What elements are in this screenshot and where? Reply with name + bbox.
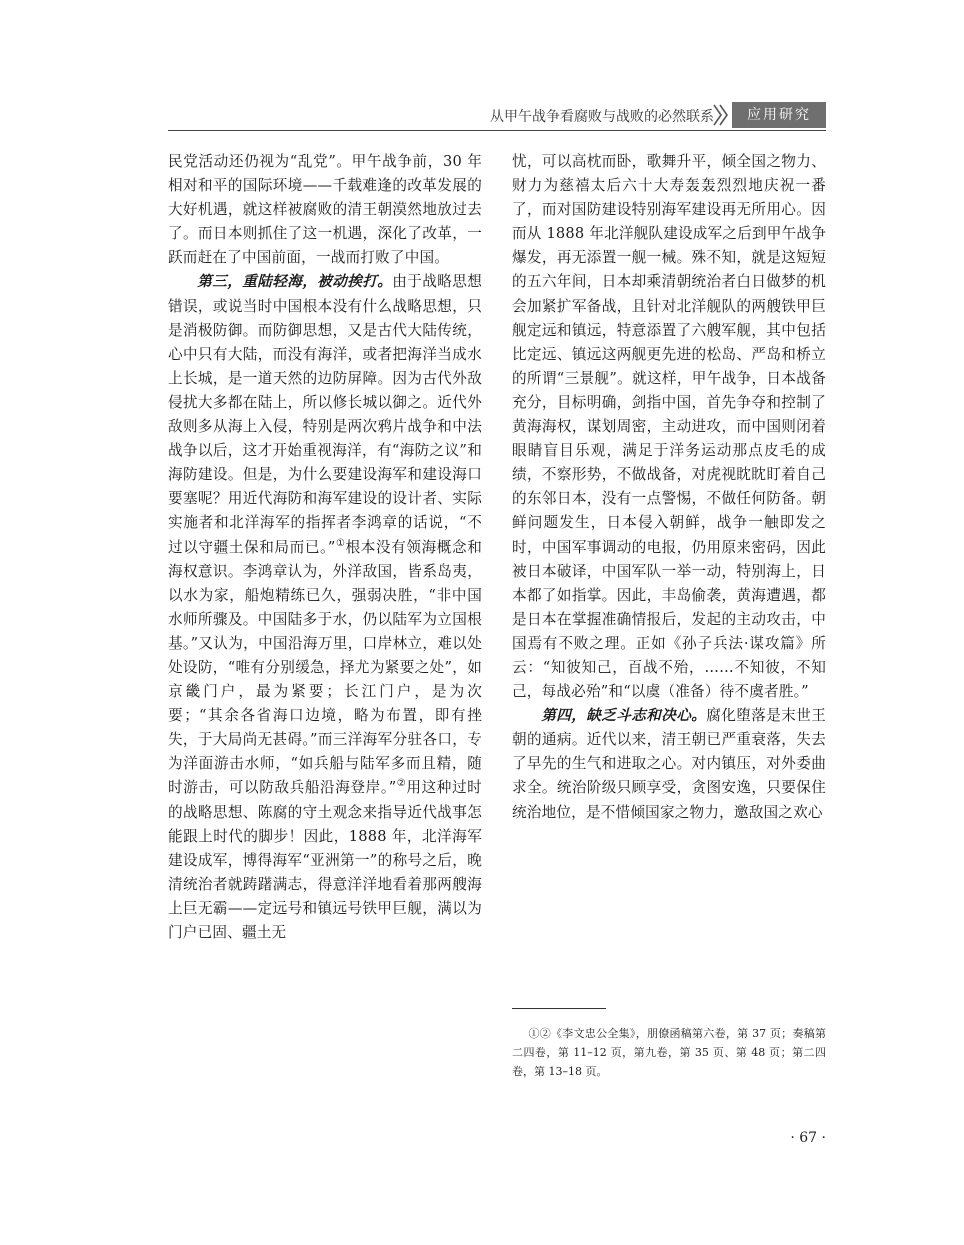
left-paragraph-2	[168, 270, 482, 945]
double-chevron-icon	[712, 103, 730, 127]
footnote-divider	[512, 1008, 606, 1009]
left-paragraph-2-text-b: 根本没有领海概念和海权意识。李鸿章认为，外洋敌国，皆系岛夷，以水为家，船炮精练已久，强弱决胜，“非中国水师所骤及。中国陆多于水，仍以陆军为立国根基。”又认为，中国沿海万里，口岸林立，难以处处设防，“唯有分别缓急，择尤为紧要之处”，如京畿门户，最为紧要；长江门户，是为次要；“其余各省海口边境，略为布置，即有挫失，于大局尚无甚碍。”而三洋海军分驻各口，专为洋面游击水师，“如兵船与陆军多而且精，随时游击，可以防敌兵船沿海登岸。”	[168, 538, 482, 797]
right-column	[512, 150, 826, 825]
header-divider	[168, 130, 826, 131]
left-paragraph-2-text-a: 由于战略思想错误，或说当时中国根本没有什么战略思想，只是消极防御。而防御思想，又是古代大陆传统，心中只有大陆，而没有海洋，或者把海洋当成水上长城，是一道天然的边防屏障。因为古代外敌侵扰大多都在陆上，所以修长城以御之。近代外敌则多从海上入侵，特别是两次鸦片战争和中法战争以后，这才开始重视海洋，有“海防之议”和海防建设。但是，为什么要建设海军和建设海口要塞呢？用近代海防和海军建设的设计者、实际实施者和北洋海军的指挥者李鸿章的话说，“不过以守疆土保和局而已。”	[168, 273, 482, 556]
right-paragraph-2-text: 腐化堕落是末世王朝的通病。近代以来，清王朝已严重衰落，失去了早先的生气和进取之心。对内镇压，对外委曲求全。统治阶级只顾享受，贪图安逸，只要保住统治地位，是不惜倾国家之物力，邀敌国之欢心	[512, 707, 827, 821]
page-number: · 67 ·	[790, 1130, 826, 1146]
section-heading-3: 第三，重陆轻海，被动挨打。	[197, 273, 393, 291]
left-column	[168, 150, 482, 945]
header-title: 从甲午战争看腐败与战败的必然联系	[490, 109, 714, 125]
running-header	[168, 100, 826, 130]
footnote-ref-2[interactable]: ②	[396, 778, 407, 790]
section-badge: 应用研究	[732, 102, 826, 128]
footnote-text: ①②《李文忠公全集》，朋僚函稿第六卷，第 37 页；奏稿第二四卷，第 11–12 页，第九卷，第 35 页、第 48 页；第二四卷，第 13–18 页。	[512, 1027, 826, 1078]
footnote	[512, 1024, 826, 1081]
right-paragraph-2	[512, 704, 826, 824]
footnote-ref-1[interactable]: ①	[335, 537, 346, 549]
right-paragraph-1: 忧，可以高枕而卧，歌舞升平，倾全国之物力、财力为慈禧太后六十大寿轰轰烈烈地庆祝一番了，而对国防建设特别海军建设再无所用心。因而从 1888 年北洋舰队建设成军之后到甲午战争爆发，再无添置一舰一械。殊不知，就是这短短的五六年间，日本却乘清朝统治者白日做梦的机会加紧扩军备战，且针对北洋舰队的两艘铁甲巨舰定远和镇远，特意添置了六艘军舰，其中包括比定远、镇远这两舰更先进的松岛、严岛和桥立的所谓“三景舰”。就这样，甲午战争，日本战备充分，目标明确，剑指中国，首先争夺和控制了黄海海权，谋划周密，主动进攻，而中国则闭着眼睛盲目乐观，满足于洋务运动那点皮毛的成绩，不察形势，不做战备，对虎视眈眈盯着自己的东邻日本，没有一点警惕，不做任何防备。朝鲜问题发生，日本侵入朝鲜，战争一触即发之时，中国军事调动的电报，仍用原来密码，因此被日本破译，中国军队一举一动，特别海上，日本都了如指掌。因此，丰岛偷袭，黄海遭遇，都是日本在掌握准确情报后，发起的主动攻击，中国焉有不败之理。正如《孙子兵法·谋攻篇》所云：“知彼知己，百战不殆，……不知彼，不知己，每战必殆”和“以虞（准备）待不虞者胜。”	[512, 153, 826, 701]
section-heading-4: 第四，缺乏斗志和决心。	[541, 707, 707, 725]
left-paragraph-1: 民党活动还仍视为“乱党”。甲午战争前，30 年相对和平的国际环境——千载难逢的改革发展的大好机遇，就这样被腐败的清王朝漠然地放过去了。而日本则抓住了这一机遇，深化了改革，一跃而赶在了中国前面，一战而打败了中国。	[168, 153, 482, 267]
left-paragraph-2-text-c: 用这种过时的战略思想、陈腐的守土观念来指导近代战事怎能跟上时代的脚步！因此，1888 年，北洋海军建设成军，博得海军“亚洲第一”的称号之后，晚清统治者就踌躇满志，得意洋洋地看着那两艘海上巨无霸——定远号和镇远号铁甲巨舰，满以为门户已固、疆土无	[168, 779, 482, 941]
